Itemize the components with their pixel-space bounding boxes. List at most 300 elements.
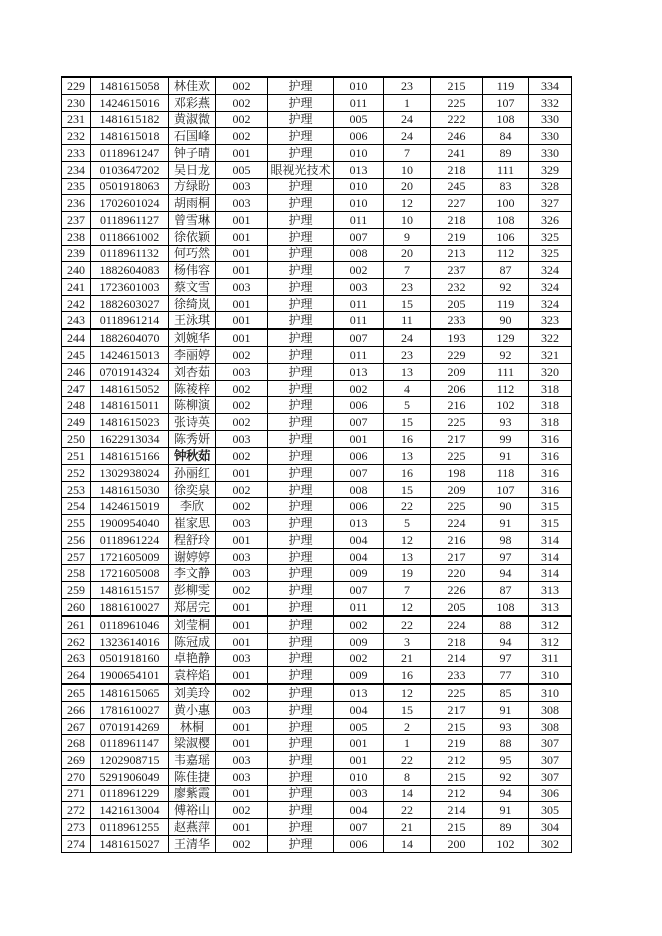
- cell-score-b: 93: [483, 414, 529, 431]
- cell-seat-number: 16: [384, 430, 431, 447]
- cell-group-code: 001: [216, 735, 268, 752]
- cell-group-code: 002: [216, 835, 268, 852]
- cell-total-score: 330: [529, 111, 572, 128]
- cell-name: 钟子晴: [169, 145, 216, 162]
- cell-name: 廖紫霞: [169, 785, 216, 802]
- cell-candidate-id: 0118961224: [91, 531, 169, 548]
- cell-major: 护理: [268, 598, 334, 615]
- cell-major: 护理: [268, 531, 334, 548]
- cell-group-code: 003: [216, 650, 268, 667]
- cell-major: 护理: [268, 212, 334, 229]
- cell-candidate-id: 1481615027: [91, 835, 169, 852]
- cell-room-code: 002: [334, 650, 384, 667]
- cell-group-code: 001: [216, 531, 268, 548]
- cell-name: 钟秋茹: [169, 447, 216, 464]
- cell-group-code: 002: [216, 380, 268, 397]
- cell-seat-number: 24: [384, 111, 431, 128]
- cell-room-code: 010: [334, 768, 384, 785]
- cell-score-a: 193: [431, 329, 483, 346]
- cell-candidate-id: 1481615182: [91, 111, 169, 128]
- cell-score-b: 119: [483, 295, 529, 312]
- cell-candidate-id: 0501918160: [91, 650, 169, 667]
- cell-score-a: 241: [431, 145, 483, 162]
- cell-row-number: 246: [62, 363, 91, 380]
- table-row: [62, 312, 572, 329]
- cell-room-code: 010: [334, 145, 384, 162]
- cell-seat-number: 19: [384, 565, 431, 582]
- cell-name: 李欣: [169, 498, 216, 515]
- cell-candidate-id: 0118961214: [91, 312, 169, 329]
- cell-score-b: 106: [483, 228, 529, 245]
- cell-group-code: 002: [216, 77, 268, 94]
- cell-name: 黄小惠: [169, 701, 216, 718]
- cell-seat-number: 9: [384, 228, 431, 245]
- cell-room-code: 004: [334, 701, 384, 718]
- cell-name: 胡雨桐: [169, 195, 216, 212]
- cell-total-score: 324: [529, 262, 572, 279]
- cell-row-number: 258: [62, 565, 91, 582]
- cell-score-a: 218: [431, 212, 483, 229]
- cell-group-code: 002: [216, 414, 268, 431]
- cell-name: 徐绮岚: [169, 295, 216, 312]
- cell-score-b: 97: [483, 650, 529, 667]
- cell-name: 蔡文雪: [169, 278, 216, 295]
- cell-major: 护理: [268, 111, 334, 128]
- cell-seat-number: 14: [384, 785, 431, 802]
- cell-score-b: 87: [483, 262, 529, 279]
- cell-total-score: 325: [529, 228, 572, 245]
- table-row: [62, 228, 572, 245]
- cell-score-b: 91: [483, 447, 529, 464]
- cell-room-code: 004: [334, 548, 384, 565]
- cell-group-code: 003: [216, 701, 268, 718]
- cell-name: 李文静: [169, 565, 216, 582]
- cell-score-a: 215: [431, 718, 483, 735]
- table-row: [62, 195, 572, 212]
- cell-room-code: 009: [334, 633, 384, 650]
- cell-candidate-id: 1723601003: [91, 278, 169, 295]
- cell-name: 王泳琪: [169, 312, 216, 329]
- cell-room-code: 004: [334, 802, 384, 819]
- cell-major: 护理: [268, 128, 334, 145]
- cell-total-score: 318: [529, 397, 572, 414]
- cell-name: 郑居完: [169, 598, 216, 615]
- cell-total-score: 330: [529, 128, 572, 145]
- cell-major: 护理: [268, 785, 334, 802]
- cell-major: 护理: [268, 650, 334, 667]
- table-row: [62, 498, 572, 515]
- table-row: [62, 77, 572, 94]
- table-row: [62, 430, 572, 447]
- cell-candidate-id: 1882604083: [91, 262, 169, 279]
- cell-total-score: 315: [529, 498, 572, 515]
- cell-row-number: 268: [62, 735, 91, 752]
- cell-total-score: 316: [529, 430, 572, 447]
- cell-name: 彭柳雯: [169, 582, 216, 599]
- cell-name: 孙丽红: [169, 465, 216, 482]
- table-row: [62, 802, 572, 819]
- cell-score-b: 89: [483, 145, 529, 162]
- cell-name: 黄淑微: [169, 111, 216, 128]
- cell-major: 护理: [268, 701, 334, 718]
- cell-score-b: 87: [483, 582, 529, 599]
- cell-row-number: 233: [62, 145, 91, 162]
- cell-room-code: 009: [334, 565, 384, 582]
- cell-name: 刘婉华: [169, 329, 216, 346]
- cell-score-a: 200: [431, 835, 483, 852]
- cell-candidate-id: 1202908715: [91, 752, 169, 769]
- cell-seat-number: 10: [384, 212, 431, 229]
- cell-score-a: 220: [431, 565, 483, 582]
- cell-room-code: 007: [334, 414, 384, 431]
- cell-score-a: 205: [431, 598, 483, 615]
- cell-score-b: 98: [483, 531, 529, 548]
- cell-score-b: 108: [483, 212, 529, 229]
- cell-score-a: 225: [431, 498, 483, 515]
- cell-room-code: 003: [334, 278, 384, 295]
- cell-score-b: 111: [483, 161, 529, 178]
- cell-row-number: 274: [62, 835, 91, 852]
- cell-room-code: 003: [334, 785, 384, 802]
- cell-room-code: 010: [334, 195, 384, 212]
- cell-score-b: 94: [483, 633, 529, 650]
- cell-name: 崔家思: [169, 515, 216, 532]
- cell-group-code: 002: [216, 481, 268, 498]
- cell-room-code: 013: [334, 161, 384, 178]
- cell-major: 眼视光技术: [268, 161, 334, 178]
- cell-group-code: 003: [216, 195, 268, 212]
- cell-row-number: 252: [62, 465, 91, 482]
- cell-room-code: 006: [334, 835, 384, 852]
- cell-major: 护理: [268, 616, 334, 633]
- cell-major: 护理: [268, 768, 334, 785]
- cell-group-code: 003: [216, 548, 268, 565]
- cell-room-code: 002: [334, 380, 384, 397]
- cell-group-code: 001: [216, 819, 268, 836]
- table-row: [62, 735, 572, 752]
- cell-row-number: 253: [62, 481, 91, 498]
- table-row: [62, 701, 572, 718]
- table-row: [62, 347, 572, 364]
- cell-candidate-id: 0118961046: [91, 616, 169, 633]
- cell-seat-number: 13: [384, 447, 431, 464]
- cell-score-a: 218: [431, 161, 483, 178]
- cell-score-a: 214: [431, 802, 483, 819]
- cell-group-code: 001: [216, 633, 268, 650]
- cell-seat-number: 15: [384, 481, 431, 498]
- cell-total-score: 332: [529, 94, 572, 111]
- cell-candidate-id: 1481615052: [91, 380, 169, 397]
- cell-major: 护理: [268, 380, 334, 397]
- cell-major: 护理: [268, 329, 334, 346]
- cell-room-code: 001: [334, 430, 384, 447]
- cell-score-a: 218: [431, 633, 483, 650]
- cell-score-b: 111: [483, 363, 529, 380]
- cell-room-code: 011: [334, 212, 384, 229]
- cell-score-b: 89: [483, 819, 529, 836]
- cell-candidate-id: 0701914324: [91, 363, 169, 380]
- cell-total-score: 334: [529, 77, 572, 94]
- table-row: [62, 835, 572, 852]
- cell-major: 护理: [268, 718, 334, 735]
- cell-score-b: 107: [483, 94, 529, 111]
- cell-score-b: 90: [483, 312, 529, 329]
- cell-room-code: 011: [334, 94, 384, 111]
- table-row: [62, 212, 572, 229]
- cell-name: 袁梓焰: [169, 667, 216, 684]
- cell-total-score: 302: [529, 835, 572, 852]
- cell-candidate-id: 1481615023: [91, 414, 169, 431]
- cell-candidate-id: 1481615065: [91, 684, 169, 701]
- cell-group-code: 003: [216, 278, 268, 295]
- cell-major: 护理: [268, 94, 334, 111]
- cell-candidate-id: 0118961229: [91, 785, 169, 802]
- cell-row-number: 257: [62, 548, 91, 565]
- cell-major: 护理: [268, 77, 334, 94]
- cell-total-score: 316: [529, 447, 572, 464]
- table-row: [62, 718, 572, 735]
- cell-major: 护理: [268, 498, 334, 515]
- cell-score-a: 233: [431, 667, 483, 684]
- cell-name: 林佳欢: [169, 77, 216, 94]
- cell-total-score: 321: [529, 347, 572, 364]
- cell-score-a: 225: [431, 684, 483, 701]
- cell-major: 护理: [268, 145, 334, 162]
- cell-seat-number: 1: [384, 735, 431, 752]
- cell-room-code: 002: [334, 616, 384, 633]
- cell-name: 徐奕泉: [169, 481, 216, 498]
- cell-major: 护理: [268, 245, 334, 262]
- cell-row-number: 235: [62, 178, 91, 195]
- cell-room-code: 002: [334, 262, 384, 279]
- cell-seat-number: 2: [384, 718, 431, 735]
- table-row: [62, 616, 572, 633]
- cell-total-score: 329: [529, 161, 572, 178]
- cell-room-code: 007: [334, 465, 384, 482]
- cell-seat-number: 24: [384, 329, 431, 346]
- cell-major: 护理: [268, 414, 334, 431]
- table-row: [62, 548, 572, 565]
- cell-total-score: 327: [529, 195, 572, 212]
- cell-row-number: 259: [62, 582, 91, 599]
- cell-group-code: 001: [216, 465, 268, 482]
- cell-group-code: 003: [216, 178, 268, 195]
- cell-score-a: 227: [431, 195, 483, 212]
- cell-candidate-id: 1900654101: [91, 667, 169, 684]
- cell-seat-number: 23: [384, 278, 431, 295]
- cell-room-code: 013: [334, 684, 384, 701]
- cell-score-a: 206: [431, 380, 483, 397]
- cell-seat-number: 5: [384, 515, 431, 532]
- cell-row-number: 241: [62, 278, 91, 295]
- cell-score-b: 93: [483, 718, 529, 735]
- cell-name: 刘杏茹: [169, 363, 216, 380]
- cell-score-b: 90: [483, 498, 529, 515]
- cell-score-a: 225: [431, 94, 483, 111]
- cell-major: 护理: [268, 582, 334, 599]
- table-row: [62, 785, 572, 802]
- cell-name: 陈冠成: [169, 633, 216, 650]
- cell-room-code: 001: [334, 752, 384, 769]
- cell-name: 石国峰: [169, 128, 216, 145]
- cell-group-code: 002: [216, 347, 268, 364]
- cell-score-b: 84: [483, 128, 529, 145]
- cell-seat-number: 7: [384, 582, 431, 599]
- cell-score-a: 212: [431, 785, 483, 802]
- cell-row-number: 245: [62, 347, 91, 364]
- cell-major: 护理: [268, 819, 334, 836]
- cell-total-score: 323: [529, 312, 572, 329]
- cell-group-code: 002: [216, 684, 268, 701]
- cell-name: 谢婷婷: [169, 548, 216, 565]
- cell-row-number: 266: [62, 701, 91, 718]
- cell-room-code: 007: [334, 582, 384, 599]
- cell-candidate-id: 1481615011: [91, 397, 169, 414]
- cell-candidate-id: 1882603027: [91, 295, 169, 312]
- cell-score-a: 217: [431, 548, 483, 565]
- cell-row-number: 262: [62, 633, 91, 650]
- table-row: [62, 295, 572, 312]
- cell-score-b: 92: [483, 278, 529, 295]
- cell-room-code: 004: [334, 531, 384, 548]
- cell-score-b: 77: [483, 667, 529, 684]
- cell-seat-number: 11: [384, 312, 431, 329]
- cell-group-code: 003: [216, 565, 268, 582]
- cell-name: 韦嘉瑶: [169, 752, 216, 769]
- cell-score-b: 97: [483, 548, 529, 565]
- cell-score-b: 108: [483, 598, 529, 615]
- cell-room-code: 011: [334, 312, 384, 329]
- cell-row-number: 238: [62, 228, 91, 245]
- table-row: [62, 667, 572, 684]
- cell-name: 徐依颖: [169, 228, 216, 245]
- cell-row-number: 267: [62, 718, 91, 735]
- cell-name: 方绿盼: [169, 178, 216, 195]
- cell-seat-number: 20: [384, 245, 431, 262]
- cell-seat-number: 15: [384, 701, 431, 718]
- table-row: [62, 278, 572, 295]
- cell-total-score: 314: [529, 531, 572, 548]
- cell-name: 王清华: [169, 835, 216, 852]
- table-row: [62, 684, 572, 701]
- cell-total-score: 312: [529, 616, 572, 633]
- cell-score-b: 88: [483, 735, 529, 752]
- table-row: [62, 565, 572, 582]
- cell-group-code: 001: [216, 145, 268, 162]
- cell-name: 刘美玲: [169, 684, 216, 701]
- cell-row-number: 273: [62, 819, 91, 836]
- cell-candidate-id: 1781610027: [91, 701, 169, 718]
- cell-row-number: 272: [62, 802, 91, 819]
- cell-name: 刘莹桐: [169, 616, 216, 633]
- cell-total-score: 325: [529, 245, 572, 262]
- cell-name: 杨伟容: [169, 262, 216, 279]
- cell-score-b: 94: [483, 565, 529, 582]
- cell-total-score: 324: [529, 295, 572, 312]
- cell-score-a: 233: [431, 312, 483, 329]
- cell-seat-number: 7: [384, 262, 431, 279]
- cell-score-b: 119: [483, 77, 529, 94]
- cell-candidate-id: 1622913034: [91, 430, 169, 447]
- cell-seat-number: 16: [384, 465, 431, 482]
- cell-candidate-id: 1481615018: [91, 128, 169, 145]
- cell-group-code: 002: [216, 582, 268, 599]
- cell-major: 护理: [268, 802, 334, 819]
- cell-score-b: 83: [483, 178, 529, 195]
- cell-seat-number: 8: [384, 768, 431, 785]
- cell-row-number: 249: [62, 414, 91, 431]
- cell-score-b: 91: [483, 701, 529, 718]
- cell-candidate-id: 1721605008: [91, 565, 169, 582]
- cell-score-a: 213: [431, 245, 483, 262]
- cell-seat-number: 3: [384, 633, 431, 650]
- cell-score-b: 91: [483, 515, 529, 532]
- cell-total-score: 318: [529, 414, 572, 431]
- table-row: [62, 598, 572, 615]
- cell-group-code: 001: [216, 616, 268, 633]
- cell-score-b: 99: [483, 430, 529, 447]
- cell-total-score: 307: [529, 752, 572, 769]
- cell-seat-number: 12: [384, 531, 431, 548]
- cell-room-code: 013: [334, 363, 384, 380]
- cell-seat-number: 22: [384, 616, 431, 633]
- cell-major: 护理: [268, 262, 334, 279]
- cell-row-number: 260: [62, 598, 91, 615]
- cell-score-a: 214: [431, 650, 483, 667]
- cell-score-a: 225: [431, 447, 483, 464]
- cell-row-number: 231: [62, 111, 91, 128]
- cell-score-b: 129: [483, 329, 529, 346]
- cell-score-b: 118: [483, 465, 529, 482]
- cell-group-code: 001: [216, 228, 268, 245]
- cell-score-b: 92: [483, 768, 529, 785]
- cell-candidate-id: 0118961255: [91, 819, 169, 836]
- cell-group-code: 002: [216, 397, 268, 414]
- cell-group-code: 003: [216, 363, 268, 380]
- cell-candidate-id: 1424615013: [91, 347, 169, 364]
- cell-total-score: 307: [529, 768, 572, 785]
- cell-name: 李丽婷: [169, 347, 216, 364]
- cell-row-number: 255: [62, 515, 91, 532]
- cell-room-code: 005: [334, 718, 384, 735]
- table-row: [62, 245, 572, 262]
- cell-total-score: 318: [529, 380, 572, 397]
- cell-row-number: 263: [62, 650, 91, 667]
- cell-score-a: 237: [431, 262, 483, 279]
- cell-score-a: 229: [431, 347, 483, 364]
- cell-row-number: 236: [62, 195, 91, 212]
- cell-score-b: 94: [483, 785, 529, 802]
- cell-group-code: 001: [216, 262, 268, 279]
- cell-score-a: 216: [431, 531, 483, 548]
- cell-seat-number: 22: [384, 802, 431, 819]
- cell-candidate-id: 1702601024: [91, 195, 169, 212]
- cell-candidate-id: 0118661002: [91, 228, 169, 245]
- cell-seat-number: 12: [384, 195, 431, 212]
- cell-major: 护理: [268, 430, 334, 447]
- cell-score-b: 100: [483, 195, 529, 212]
- cell-total-score: 311: [529, 650, 572, 667]
- cell-score-b: 92: [483, 347, 529, 364]
- cell-seat-number: 10: [384, 161, 431, 178]
- table-row: [62, 481, 572, 498]
- cell-row-number: 229: [62, 77, 91, 94]
- table-row: [62, 819, 572, 836]
- cell-row-number: 250: [62, 430, 91, 447]
- cell-total-score: 324: [529, 278, 572, 295]
- cell-major: 护理: [268, 515, 334, 532]
- cell-score-a: 225: [431, 414, 483, 431]
